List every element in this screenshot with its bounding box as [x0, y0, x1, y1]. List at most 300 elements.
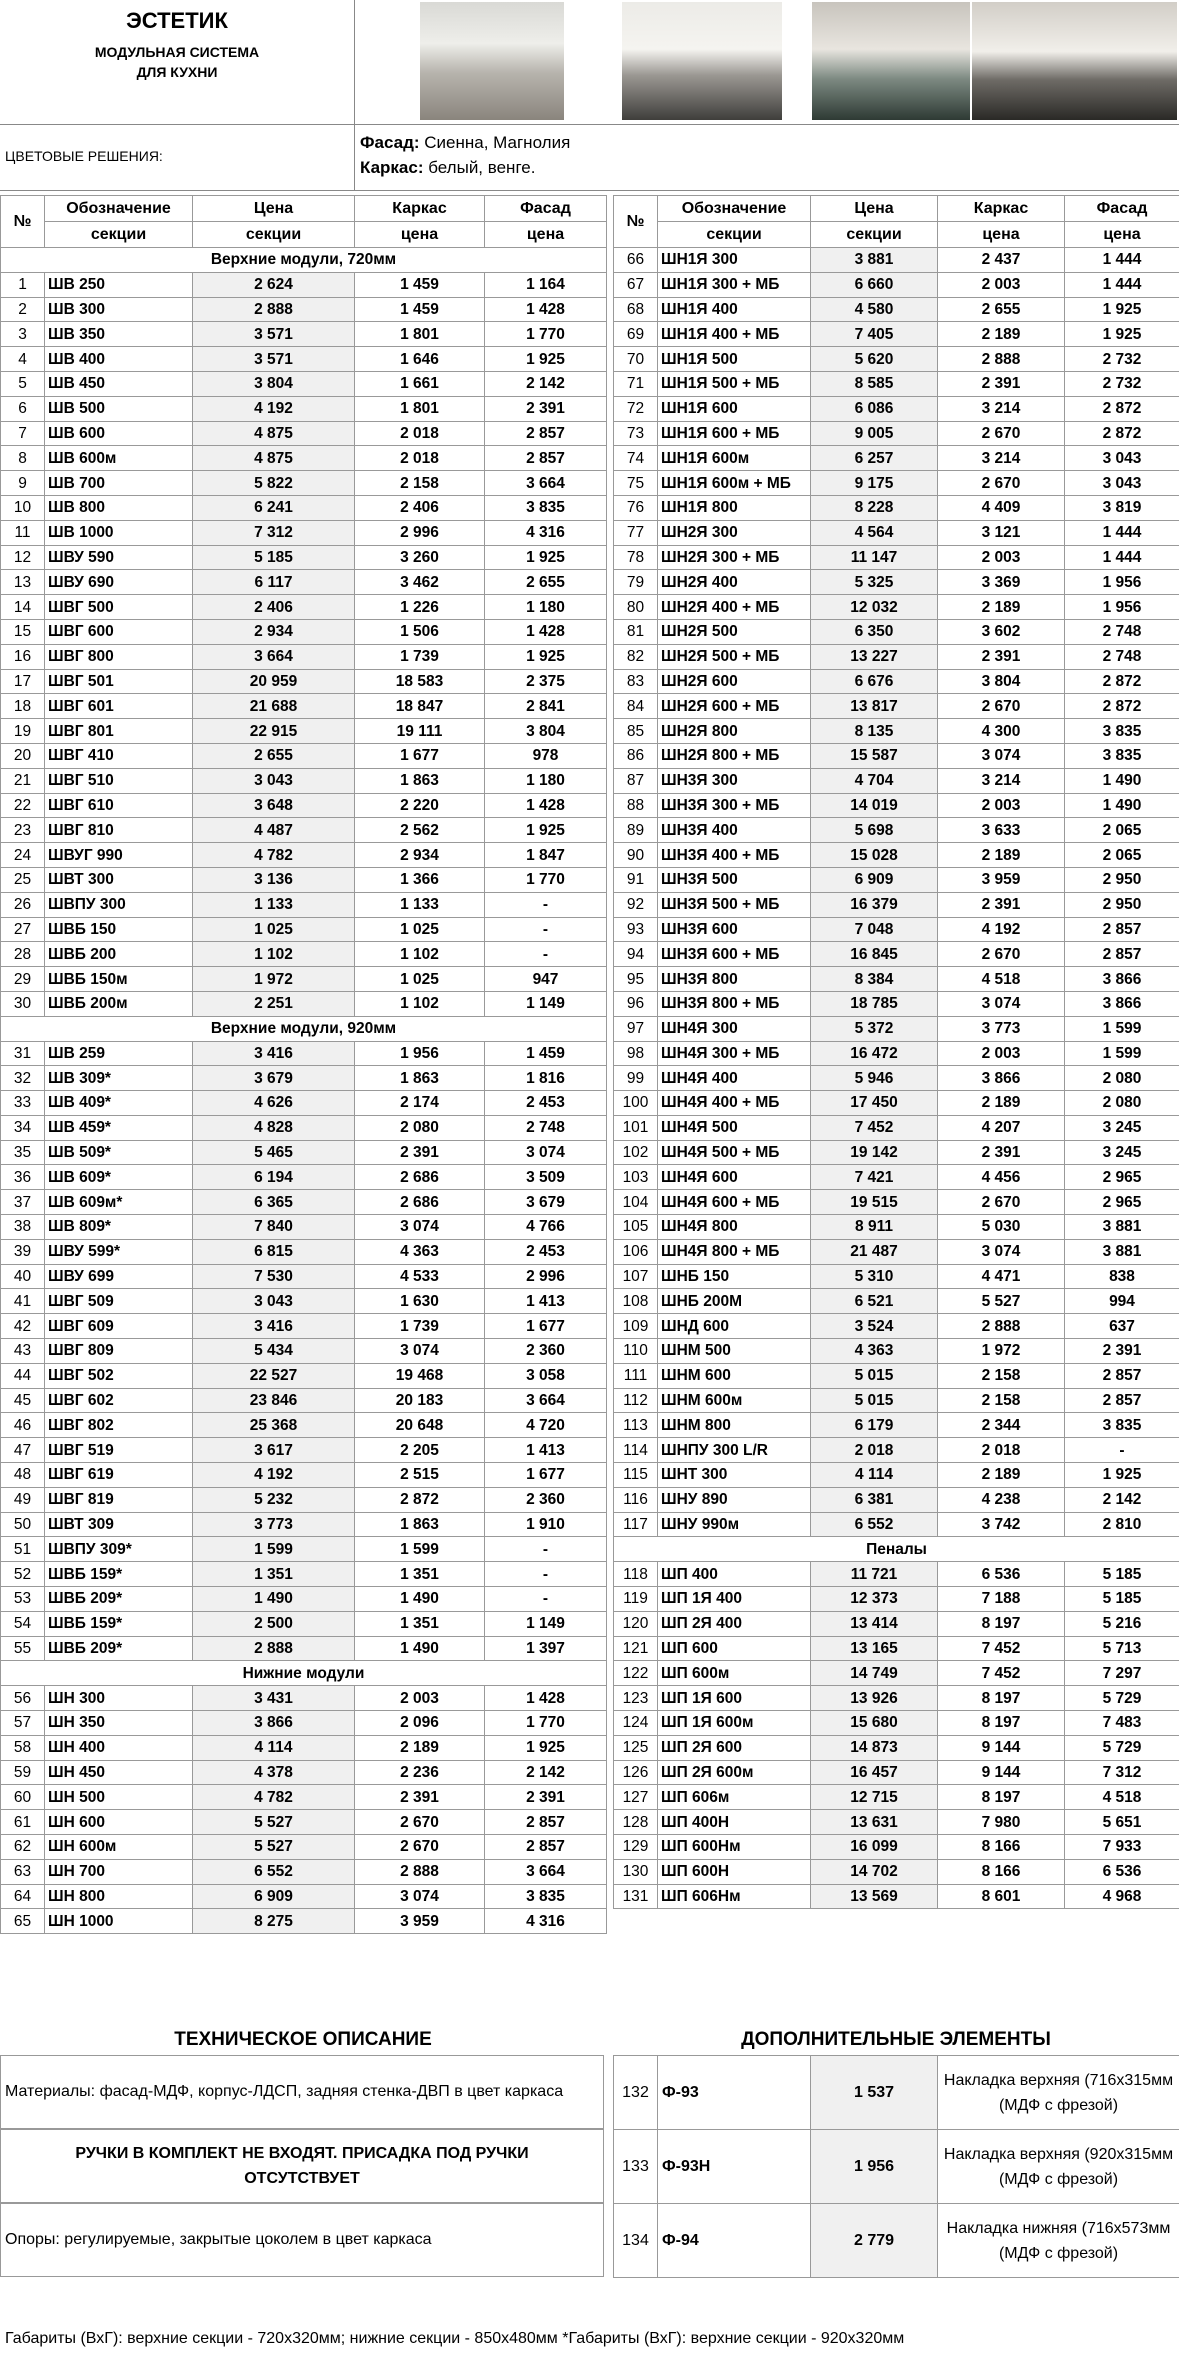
row-frame-price: 2 205: [355, 1438, 485, 1463]
row-facade-price: 1 180: [485, 595, 607, 620]
row-price: 6 194: [193, 1165, 355, 1190]
table-row: [614, 248, 1179, 273]
row-frame-price: 2 018: [355, 421, 485, 446]
row-facade-price: 2 872: [1065, 669, 1179, 694]
row-num: 69: [614, 322, 658, 347]
row-facade-price: 2 841: [485, 694, 607, 719]
row-frame-price: 2 562: [355, 818, 485, 843]
row-frame-price: 2 888: [355, 1859, 485, 1884]
table-row: [1, 644, 607, 669]
row-frame-price: 1 102: [355, 942, 485, 967]
row-frame-price: 4 238: [938, 1487, 1065, 1512]
row-facade-price: 3 679: [485, 1190, 607, 1215]
table-row: [1, 446, 607, 471]
row-facade-price: 2 810: [1065, 1512, 1179, 1537]
row-price: 9 175: [811, 471, 938, 496]
row-name: ШВПУ 300: [45, 892, 193, 917]
row-frame-price: 2 158: [938, 1388, 1065, 1413]
row-facade-price: -: [485, 1587, 607, 1612]
row-facade-price: 2 996: [485, 1264, 607, 1289]
row-facade-price: 1 149: [485, 991, 607, 1016]
col-price: Цена: [193, 196, 355, 222]
row-name: ШВ 500: [45, 396, 193, 421]
row-num: 4: [1, 347, 45, 372]
price-table-right: [613, 195, 1179, 1909]
table-row: [1, 1314, 607, 1339]
row-num: 120: [614, 1611, 658, 1636]
row-price: 7 048: [811, 917, 938, 942]
table-row: [614, 1264, 1179, 1289]
row-frame-price: 2 003: [938, 272, 1065, 297]
row-num: 31: [1, 1041, 45, 1066]
row-facade-price: 3 881: [1065, 1239, 1179, 1264]
row-frame-price: 3 773: [938, 1016, 1065, 1041]
row-frame-price: 2 096: [355, 1711, 485, 1736]
row-name: ШН3Я 600 + МБ: [658, 942, 811, 967]
row-name: ШН2Я 800 + МБ: [658, 743, 811, 768]
row-frame-price: 2 003: [938, 545, 1065, 570]
row-name: ШВГ 800: [45, 644, 193, 669]
row-frame-price: 6 536: [938, 1562, 1065, 1587]
row-frame-price: 2 437: [938, 248, 1065, 273]
row-name: ШН 800: [45, 1884, 193, 1909]
table-row: [1, 272, 607, 297]
row-frame-price: 2 391: [938, 892, 1065, 917]
row-num: 10: [1, 495, 45, 520]
row-frame-price: 18 583: [355, 669, 485, 694]
section-row: [614, 1537, 1179, 1562]
table-row: [1, 942, 607, 967]
row-facade-price: 6 536: [1065, 1859, 1179, 1884]
row-price: 5 527: [193, 1810, 355, 1835]
row-price: 13 227: [811, 644, 938, 669]
frame-label: Каркас:: [360, 158, 424, 177]
row-facade-price: 2 453: [485, 1091, 607, 1116]
row-facade-price: 1 413: [485, 1289, 607, 1314]
table-row: [1, 917, 607, 942]
table-row: [614, 495, 1179, 520]
row-name: ШН2Я 300: [658, 520, 811, 545]
row-facade-price: 3 835: [1065, 719, 1179, 744]
row-price: 4 828: [193, 1115, 355, 1140]
col-num: №: [614, 196, 658, 248]
table-row: [614, 991, 1179, 1016]
row-name: ШВ 600м: [45, 446, 193, 471]
kitchen-photo-3: [812, 2, 970, 120]
row-num: 127: [614, 1785, 658, 1810]
row-price: 8 228: [811, 495, 938, 520]
table-row: [1, 1611, 607, 1636]
row-price: 1 102: [193, 942, 355, 967]
row-facade-price: -: [485, 917, 607, 942]
row-name: ШН4Я 400: [658, 1066, 811, 1091]
row-name: ШН1Я 600: [658, 396, 811, 421]
row-name: ШВ 459*: [45, 1115, 193, 1140]
row-frame-price: 2 189: [355, 1735, 485, 1760]
row-facade-price: 7 297: [1065, 1661, 1179, 1686]
table-row: [614, 2204, 1179, 2278]
table-row: [614, 768, 1179, 793]
row-facade-price: 2 857: [1065, 942, 1179, 967]
row-facade-price: 3 819: [1065, 495, 1179, 520]
table-row: [614, 1835, 1179, 1860]
row-frame-price: 1 599: [355, 1537, 485, 1562]
row-frame-price: 1 739: [355, 1314, 485, 1339]
row-price: 12 373: [811, 1587, 938, 1612]
table-row: [1, 1215, 607, 1240]
row-num: 58: [1, 1735, 45, 1760]
row-frame-price: 2 515: [355, 1463, 485, 1488]
row-num: 61: [1, 1810, 45, 1835]
row-price: 3 136: [193, 867, 355, 892]
table-row: [614, 1686, 1179, 1711]
row-name: ШН3Я 400 + МБ: [658, 843, 811, 868]
row-facade-price: 1 490: [1065, 768, 1179, 793]
row-name: ШВТ 300: [45, 867, 193, 892]
row-num: 89: [614, 818, 658, 843]
row-name: ШВГ 609: [45, 1314, 193, 1339]
row-frame-price: 18 847: [355, 694, 485, 719]
row-facade-price: 7 933: [1065, 1835, 1179, 1860]
col-name-sub: секции: [658, 222, 811, 248]
row-frame-price: 2 174: [355, 1091, 485, 1116]
row-facade-price: 1 770: [485, 322, 607, 347]
row-num: 113: [614, 1413, 658, 1438]
table-row: [614, 1859, 1179, 1884]
row-name: ШНУ 890: [658, 1487, 811, 1512]
row-facade-price: 1 149: [485, 1611, 607, 1636]
row-facade-price: 1 413: [485, 1438, 607, 1463]
row-num: 86: [614, 743, 658, 768]
row-num: 11: [1, 520, 45, 545]
table-row: [1, 1264, 607, 1289]
row-num: 122: [614, 1661, 658, 1686]
row-price: 4 782: [193, 843, 355, 868]
row-frame-price: 2 003: [938, 793, 1065, 818]
row-frame-price: 2 406: [355, 495, 485, 520]
row-frame-price: 4 533: [355, 1264, 485, 1289]
row-name: ШП 1Я 600: [658, 1686, 811, 1711]
col-price: Цена: [811, 196, 938, 222]
row-name: ШН3Я 800: [658, 967, 811, 992]
section-title: Нижние модули: [1, 1661, 607, 1686]
row-facade-price: 1 444: [1065, 520, 1179, 545]
row-name: ШН 300: [45, 1686, 193, 1711]
row-facade-price: 1 816: [485, 1066, 607, 1091]
row-name: ШН 600: [45, 1810, 193, 1835]
row-num: 15: [1, 619, 45, 644]
row-num: 3: [1, 322, 45, 347]
row-facade-price: 2 965: [1065, 1165, 1179, 1190]
row-price: 6 086: [811, 396, 938, 421]
row-num: 23: [1, 818, 45, 843]
row-facade-price: 3 664: [485, 471, 607, 496]
row-price: 11 721: [811, 1562, 938, 1587]
row-num: 30: [1, 991, 45, 1016]
row-facade-price: -: [485, 942, 607, 967]
table-row: [614, 520, 1179, 545]
row-num: 129: [614, 1835, 658, 1860]
row-facade-price: 1 677: [485, 1314, 607, 1339]
row-frame-price: 1 739: [355, 644, 485, 669]
table-row: [1, 371, 607, 396]
table-row: [1, 520, 607, 545]
table-row: [1, 1512, 607, 1537]
brand-subtitle: [0, 42, 354, 82]
row-frame-price: 7 188: [938, 1587, 1065, 1612]
row-price: 6 660: [811, 272, 938, 297]
row-facade-price: 2 950: [1065, 892, 1179, 917]
row-price: 3 664: [193, 644, 355, 669]
row-facade-price: 3 245: [1065, 1140, 1179, 1165]
row-name: ШП 1Я 600м: [658, 1711, 811, 1736]
section-title: Пеналы: [614, 1537, 1179, 1562]
col-facade: Фасад: [1065, 196, 1179, 222]
row-frame-price: 8 197: [938, 1711, 1065, 1736]
table-header: [614, 196, 1179, 248]
row-num: 9: [1, 471, 45, 496]
row-frame-price: 2 189: [938, 595, 1065, 620]
row-price: 6 676: [811, 669, 938, 694]
row-num: 90: [614, 843, 658, 868]
row-facade-price: 1 444: [1065, 272, 1179, 297]
row-name: ШН1Я 600 + МБ: [658, 421, 811, 446]
row-facade-price: 7 312: [1065, 1760, 1179, 1785]
frame-colors: [360, 158, 535, 178]
row-facade-price: 1 444: [1065, 545, 1179, 570]
row-facade-price: 2 391: [485, 1785, 607, 1810]
row-num: 92: [614, 892, 658, 917]
row-price: 2 655: [193, 743, 355, 768]
table-row: [1, 471, 607, 496]
row-facade-price: 978: [485, 743, 607, 768]
row-facade-price: 1 925: [485, 644, 607, 669]
row-num: 33: [1, 1091, 45, 1116]
row-name: ШП 600: [658, 1636, 811, 1661]
row-num: 45: [1, 1388, 45, 1413]
row-price: 3 773: [193, 1512, 355, 1537]
table-row: [614, 1289, 1179, 1314]
row-frame-price: 1 863: [355, 1512, 485, 1537]
table-row: [1, 818, 607, 843]
row-facade-price: 7 483: [1065, 1711, 1179, 1736]
row-name: ШВБ 150: [45, 917, 193, 942]
table-row: [1, 892, 607, 917]
row-frame-price: 1 133: [355, 892, 485, 917]
row-num: 66: [614, 248, 658, 273]
row-facade-price: 3 804: [485, 719, 607, 744]
tech-heading: ТЕХНИЧЕСКОЕ ОПИСАНИЕ: [174, 2029, 432, 2050]
row-price: 1 599: [193, 1537, 355, 1562]
row-frame-price: 2 391: [938, 1140, 1065, 1165]
row-frame-price: 3 369: [938, 570, 1065, 595]
row-num: 108: [614, 1289, 658, 1314]
row-num: 25: [1, 867, 45, 892]
row-name: ШВ 400: [45, 347, 193, 372]
row-frame-price: 1 646: [355, 347, 485, 372]
table-row: [614, 1388, 1179, 1413]
row-facade-price: 3 043: [1065, 446, 1179, 471]
row-frame-price: 2 158: [938, 1363, 1065, 1388]
row-frame-price: 1 226: [355, 595, 485, 620]
row-facade-price: -: [485, 892, 607, 917]
col-num: №: [1, 196, 45, 248]
row-name: ШН4Я 800: [658, 1215, 811, 1240]
row-frame-price: 2 670: [938, 1190, 1065, 1215]
row-price: 1 025: [193, 917, 355, 942]
row-name: ШВ 609м*: [45, 1190, 193, 1215]
row-price: 4 875: [193, 446, 355, 471]
row-name: ШВ 509*: [45, 1140, 193, 1165]
row-frame-price: 4 192: [938, 917, 1065, 942]
row-name: ШН2Я 600: [658, 669, 811, 694]
row-frame-price: 3 074: [938, 1239, 1065, 1264]
row-frame-price: 5 527: [938, 1289, 1065, 1314]
row-name: ШН 600м: [45, 1835, 193, 1860]
row-frame-price: 3 074: [355, 1884, 485, 1909]
table-row: [614, 1413, 1179, 1438]
row-price: 3 648: [193, 793, 355, 818]
row-facade-price: 994: [1065, 1289, 1179, 1314]
row-name: ШВГ 809: [45, 1339, 193, 1364]
row-num: 19: [1, 719, 45, 744]
row-name: ШВБ 200м: [45, 991, 193, 1016]
row-price: 4 487: [193, 818, 355, 843]
row-name: ШН2Я 600 + МБ: [658, 694, 811, 719]
row-price: 4 580: [811, 297, 938, 322]
row-num: 110: [614, 1339, 658, 1364]
row-price: 16 379: [811, 892, 938, 917]
row-name: ШНБ 150: [658, 1264, 811, 1289]
row-price: 17 450: [811, 1091, 938, 1116]
extra-table: [613, 2055, 1179, 2278]
row-num: 104: [614, 1190, 658, 1215]
row-price: 8 384: [811, 967, 938, 992]
table-row: [614, 2130, 1179, 2204]
row-facade-price: 1 428: [485, 619, 607, 644]
row-price: 5 185: [193, 545, 355, 570]
row-facade-price: 947: [485, 967, 607, 992]
row-facade-price: 838: [1065, 1264, 1179, 1289]
row-name: ШВГ 619: [45, 1463, 193, 1488]
row-frame-price: 19 468: [355, 1363, 485, 1388]
row-frame-price: 2 872: [355, 1487, 485, 1512]
row-num: 47: [1, 1438, 45, 1463]
row-num: 12: [1, 545, 45, 570]
table-row: [1, 347, 607, 372]
table-row: [1, 1909, 607, 1934]
row-num: 28: [1, 942, 45, 967]
row-num: 42: [1, 1314, 45, 1339]
row-num: 2: [1, 297, 45, 322]
row-price: 6 521: [811, 1289, 938, 1314]
row-num: 72: [614, 396, 658, 421]
row-frame-price: 2 080: [355, 1115, 485, 1140]
row-name: ШНМ 600м: [658, 1388, 811, 1413]
table-row: [1, 1041, 607, 1066]
header: [0, 0, 1179, 124]
row-name: ШВ 309*: [45, 1066, 193, 1091]
row-name: ШВУ 699: [45, 1264, 193, 1289]
row-num: 111: [614, 1363, 658, 1388]
table-row: [614, 1165, 1179, 1190]
row-price: 3 881: [811, 248, 938, 273]
row-frame-price: 3 074: [938, 743, 1065, 768]
row-price: 6 365: [193, 1190, 355, 1215]
row-price: 13 631: [811, 1810, 938, 1835]
row-name: ШН4Я 300 + МБ: [658, 1041, 811, 1066]
row-frame-price: 1 661: [355, 371, 485, 396]
table-row: [614, 818, 1179, 843]
row-facade-price: 3 664: [485, 1859, 607, 1884]
row-num: 35: [1, 1140, 45, 1165]
table-row: [614, 942, 1179, 967]
table-row: [614, 446, 1179, 471]
row-name: ШВБ 159*: [45, 1611, 193, 1636]
extra-heading: ДОПОЛНИТЕЛЬНЫЕ ЭЛЕМЕНТЫ: [741, 2029, 1051, 2050]
row-price: 1 490: [193, 1587, 355, 1612]
row-num: 93: [614, 917, 658, 942]
row-num: 103: [614, 1165, 658, 1190]
table-row: [614, 1760, 1179, 1785]
row-name: ШВ 600: [45, 421, 193, 446]
row-num: 78: [614, 545, 658, 570]
table-row: [1, 545, 607, 570]
row-facade-price: 3 245: [1065, 1115, 1179, 1140]
table-row: [614, 1611, 1179, 1636]
row-num: 96: [614, 991, 658, 1016]
table-row: [1, 1239, 607, 1264]
row-frame-price: 1 351: [355, 1562, 485, 1587]
row-num: 124: [614, 1711, 658, 1736]
row-frame-price: 1 025: [355, 917, 485, 942]
row-price: 6 350: [811, 619, 938, 644]
row-num: 71: [614, 371, 658, 396]
tech-materials: Материалы: фасад-МДФ, корпус-ЛДСП, задняя стенка-ДВП в цвет каркаса: [0, 2055, 604, 2129]
row-name: ШН2Я 800: [658, 719, 811, 744]
row-name: ШН2Я 300 + МБ: [658, 545, 811, 570]
row-facade-price: 2 872: [1065, 396, 1179, 421]
table-row: [614, 1066, 1179, 1091]
row-name: ШН2Я 400 + МБ: [658, 595, 811, 620]
row-num: 63: [1, 1859, 45, 1884]
row-price: 25 368: [193, 1413, 355, 1438]
row-price: 4 704: [811, 768, 938, 793]
section-row: [1, 1661, 607, 1686]
row-num: 79: [614, 570, 658, 595]
table-row: [614, 1785, 1179, 1810]
row-num: 18: [1, 694, 45, 719]
row-name: ШВ 450: [45, 371, 193, 396]
row-num: 27: [1, 917, 45, 942]
row-frame-price: 9 144: [938, 1760, 1065, 1785]
color-solutions-label: ЦВЕТОВЫЕ РЕШЕНИЯ:: [5, 148, 163, 164]
table-row: [614, 297, 1179, 322]
price-table-left: [0, 195, 607, 1934]
row-price: 4 114: [193, 1735, 355, 1760]
row-price: 15 680: [811, 1711, 938, 1736]
row-facade-price: 2 748: [485, 1115, 607, 1140]
table-row: [614, 396, 1179, 421]
row-frame-price: 2 670: [938, 942, 1065, 967]
row-name: ШН3Я 800 + МБ: [658, 991, 811, 1016]
row-name: ШП 400Н: [658, 1810, 811, 1835]
table-row: [614, 1735, 1179, 1760]
table-row: [1, 495, 607, 520]
table-row: [1, 1463, 607, 1488]
row-frame-price: 2 686: [355, 1190, 485, 1215]
row-price: 7 452: [811, 1115, 938, 1140]
